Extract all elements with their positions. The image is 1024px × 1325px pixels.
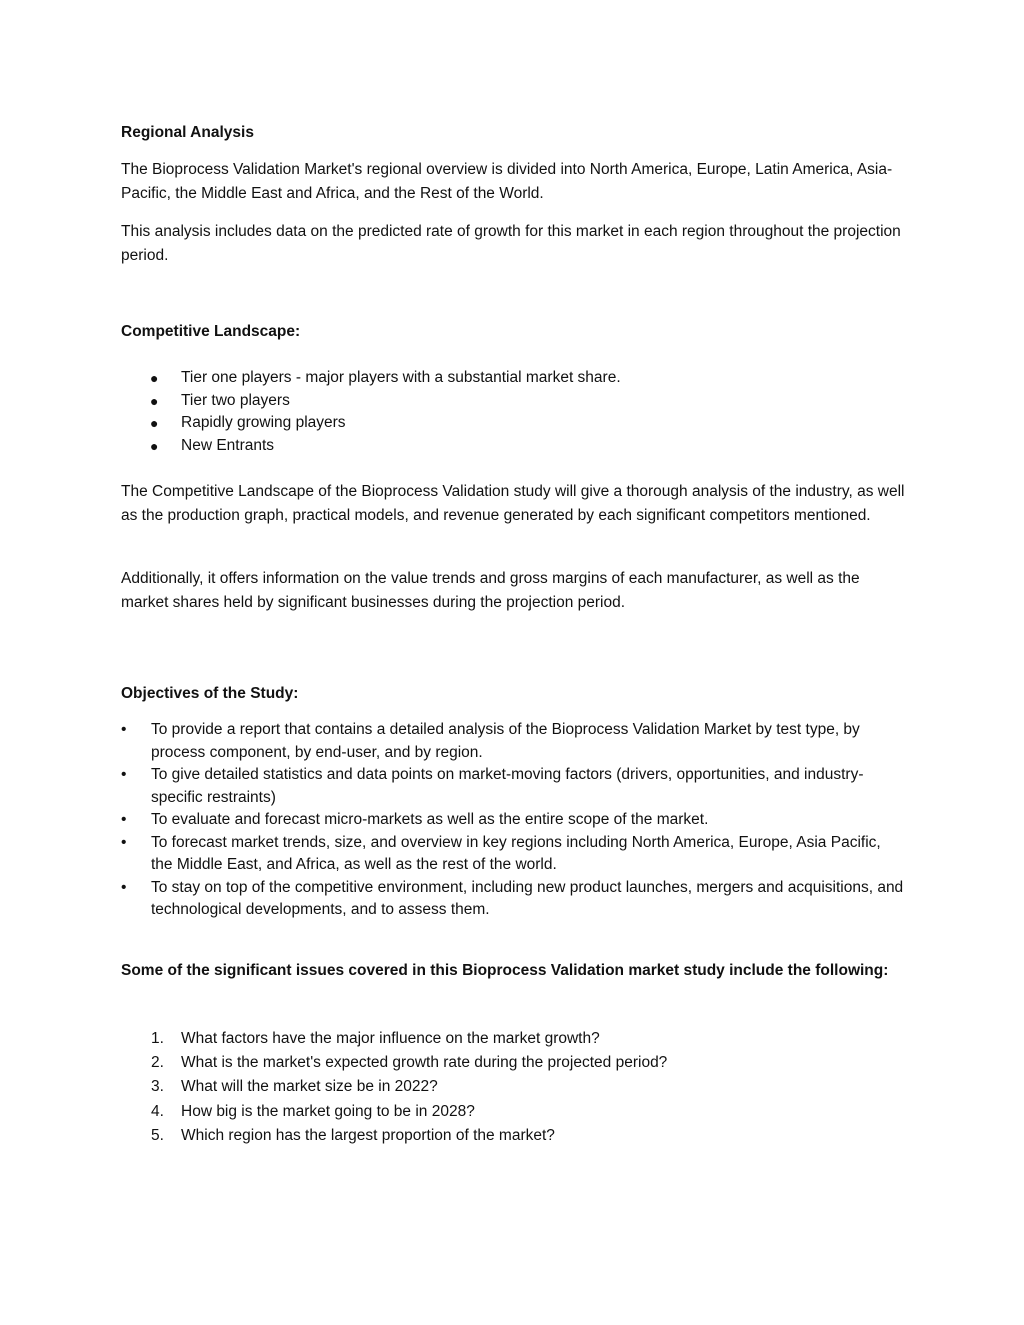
list-item: ● New Entrants — [121, 435, 906, 458]
bullet-icon: ● — [150, 370, 159, 386]
list-item: ● Tier one players - major players with a substantial market share. — [121, 367, 906, 390]
regional-analysis-paragraph-2: This analysis includes data on the predicted rate of growth for this market in each region throughout the projection period. — [121, 223, 901, 264]
list-number: 3. — [151, 1078, 164, 1096]
list-item: 1. What factors have the major influence on the market growth? — [121, 1027, 906, 1051]
list-item: • To forecast market trends, size, and overview in key regions including North America, Europe, Asia Pacific, the Middle East, and Africa, as well as the rest of the world. — [121, 833, 881, 873]
bullet-icon: • — [121, 766, 127, 783]
competitive-landscape-heading: Competitive Landscape: — [121, 323, 301, 340]
list-item: • To stay on top of the competitive environment, including new product launches, mergers and acquisitions, and technological developments, and to assess them. — [121, 878, 904, 918]
bullet-icon: ● — [150, 392, 159, 409]
list-item: 5. Which region has the largest proportion of the market? — [121, 1124, 906, 1148]
competitive-landscape-paragraph-1: The Competitive Landscape of the Bioprocess Validation study will give a thorough analysis of the industry, as well as the production graph, practical models, and revenue generated by each significant competitors mentioned. — [121, 483, 905, 524]
bullet-icon: • — [121, 833, 127, 851]
regional-analysis-paragraph-1: The Bioprocess Validation Market's regional overview is divided into North America, Europe, Latin America, Asia-Pacific, the Middle East and Africa, and the Rest of the World. — [121, 161, 893, 202]
bullet-icon: ● — [150, 437, 159, 454]
list-number: 5. — [151, 1126, 164, 1144]
competitive-landscape-paragraph-2: Additionally, it offers information on the value trends and gross margins of each manufacturer, as well as the market shares held by significant businesses during the projection period. — [121, 570, 860, 611]
issues-list — [121, 1027, 906, 1148]
list-number: 4. — [151, 1102, 164, 1120]
list-item: ● Tier two players — [121, 390, 906, 413]
bullet-icon: • — [121, 811, 127, 828]
list-number: 2. — [151, 1054, 164, 1072]
bullet-icon: • — [121, 721, 127, 738]
list-item: 3. What will the market size be in 2022? — [121, 1075, 906, 1099]
list-item: • To provide a report that contains a detailed analysis of the Bioprocess Validation Market by test type, by process component, by end-user, and by region. — [121, 721, 860, 761]
issues-heading: Some of the significant issues covered in this Bioprocess Validation market study include the following: — [121, 962, 889, 979]
list-item: 4. How big is the market going to be in 2028? — [121, 1100, 906, 1124]
bullet-icon: ● — [150, 415, 159, 431]
objectives-list — [121, 719, 906, 922]
list-item: ● Rapidly growing players — [121, 412, 906, 435]
list-item: • To give detailed statistics and data points on market-moving factors (drivers, opportunities, and industry-specific restraints) — [121, 766, 864, 806]
list-number: 1. — [151, 1030, 164, 1047]
competitive-player-list — [121, 367, 906, 457]
objectives-heading: Objectives of the Study: — [121, 685, 299, 702]
regional-analysis-heading: Regional Analysis — [121, 124, 254, 141]
bullet-icon: • — [121, 878, 127, 896]
list-item: • To evaluate and forecast micro-markets as well as the entire scope of the market. — [121, 809, 906, 832]
list-item: 2. What is the market's expected growth rate during the projected period? — [121, 1051, 906, 1075]
